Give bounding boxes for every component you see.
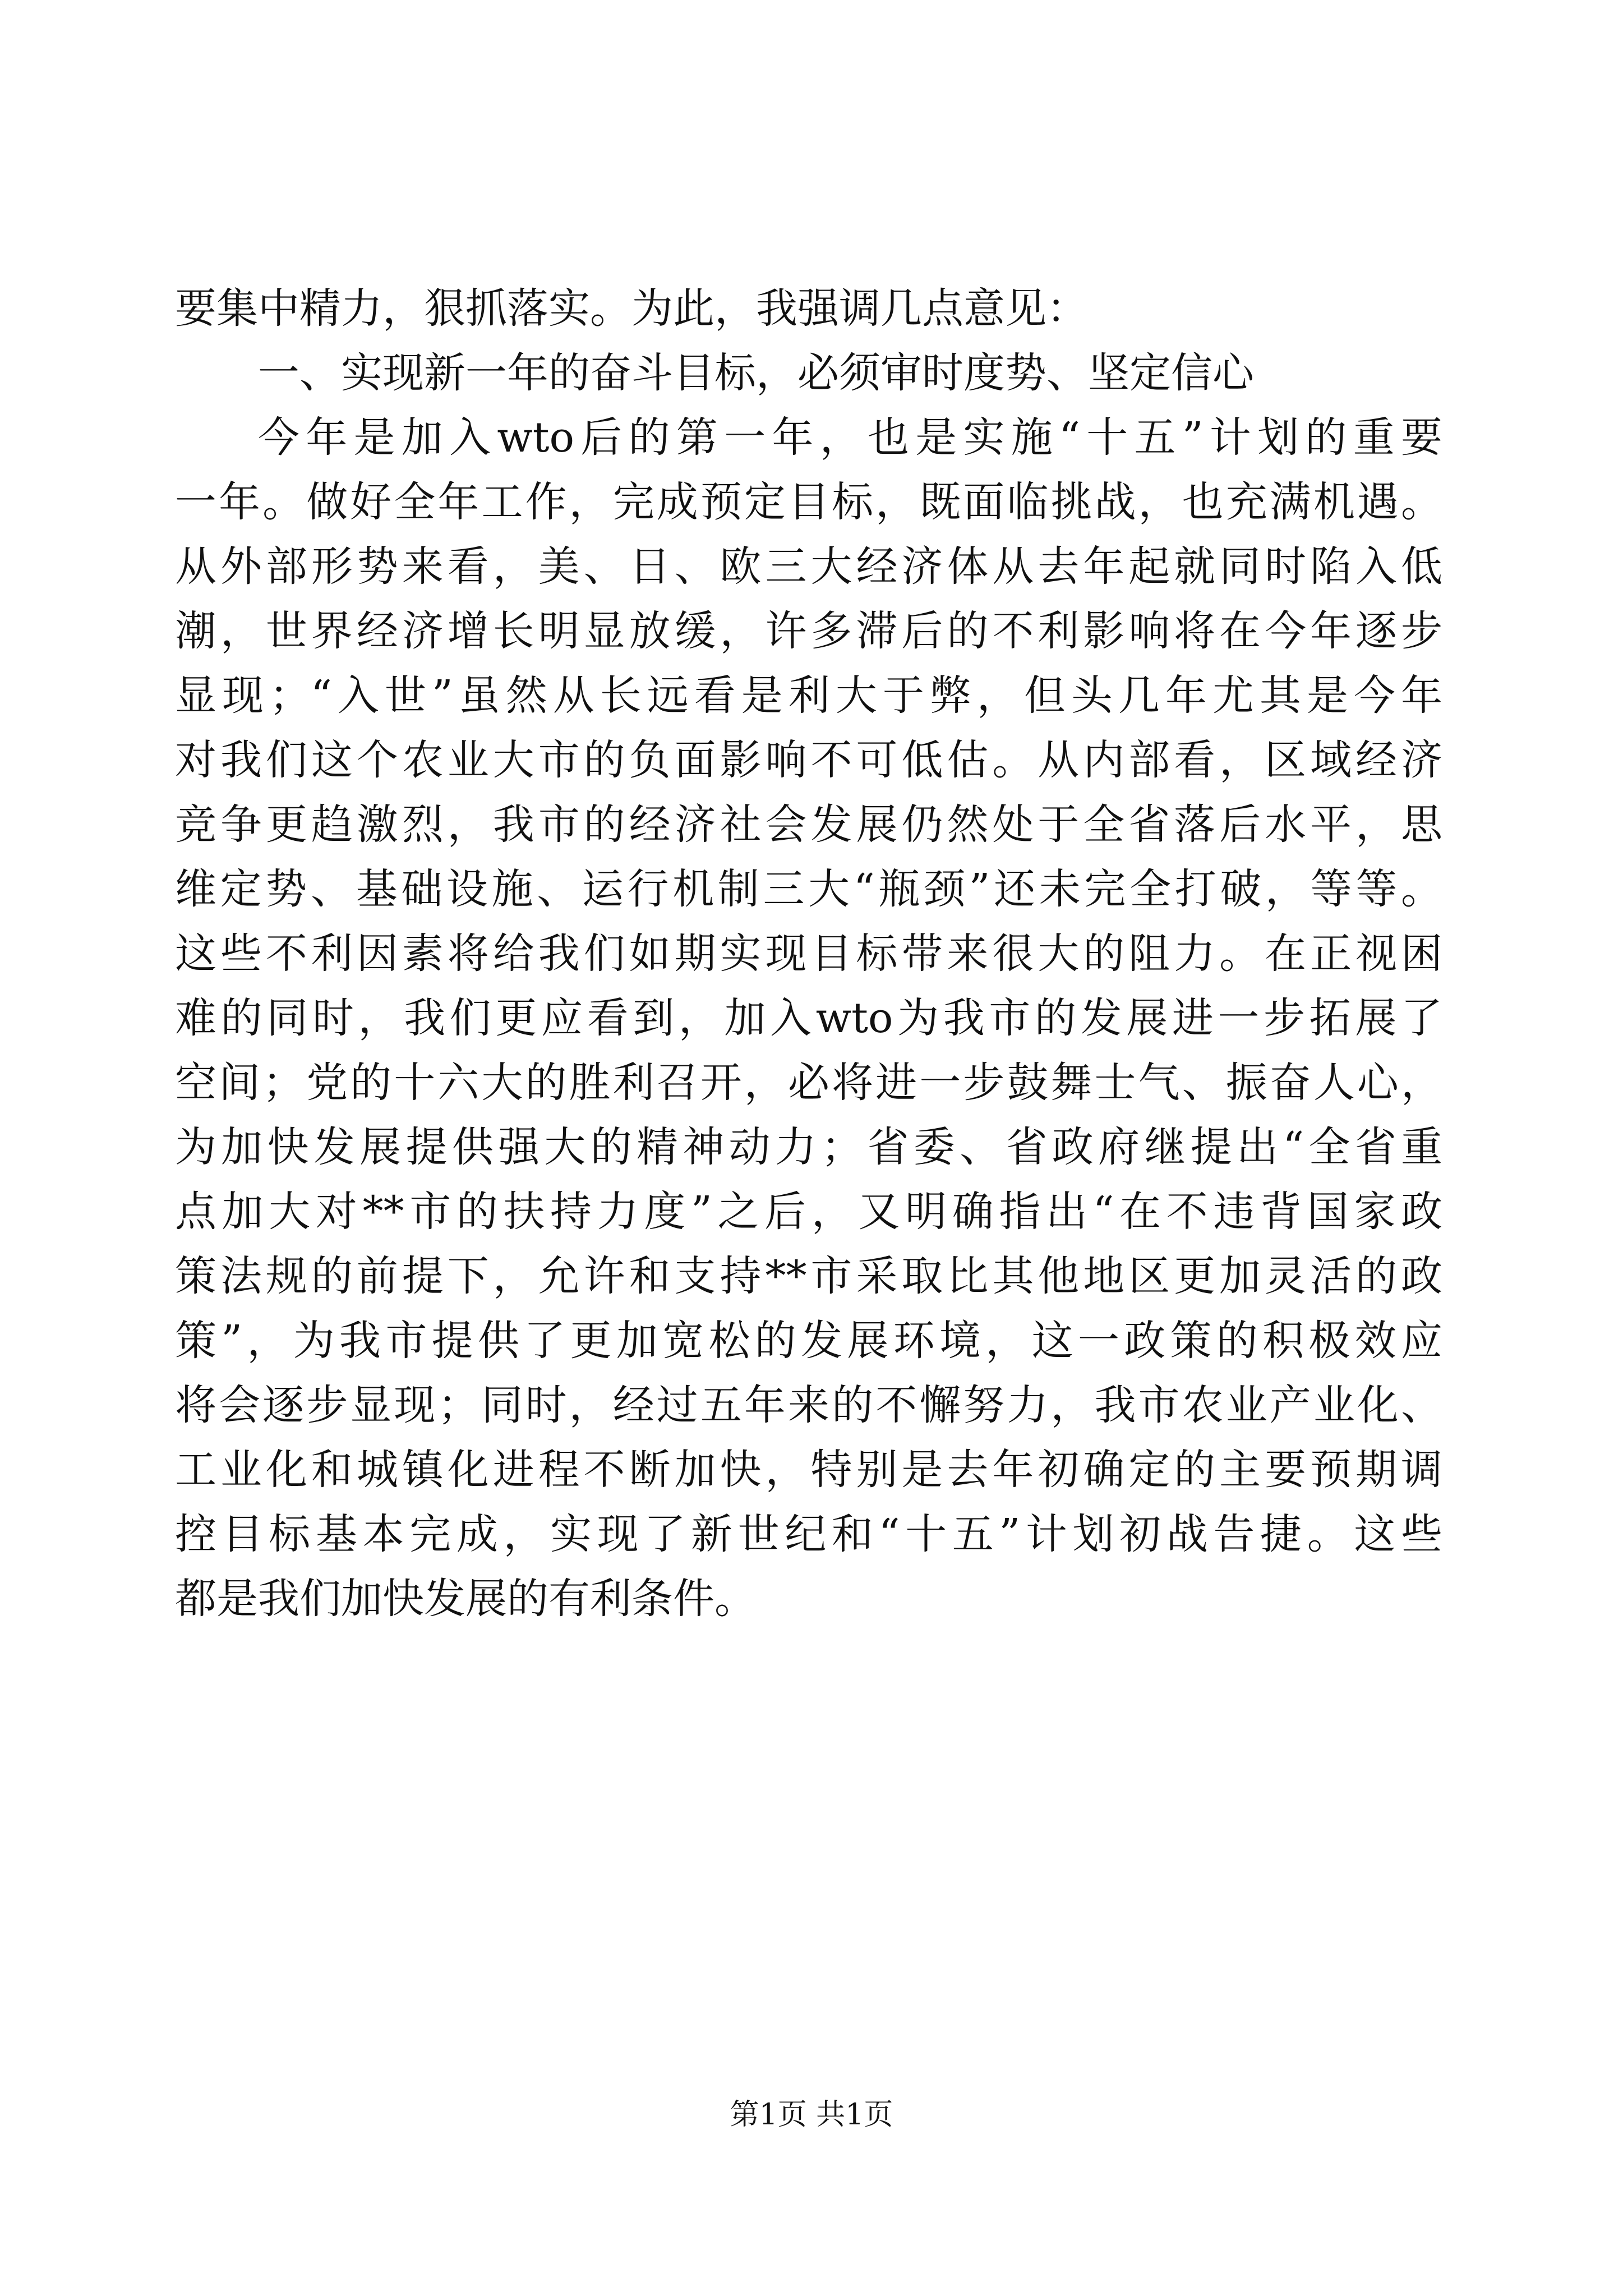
paragraph-line: 维定势、基础设施、运行机制三大“瓶颈”还未完全打破，等等。: [175, 865, 1442, 913]
paragraph-line: 都是我们加快发展的有利条件。: [175, 1575, 756, 1623]
paragraph-line: 难的同时，我们更应看到，加入wto为我市的发展进一步拓展了: [175, 994, 1442, 1042]
paragraph-line: 空间；党的十六大的胜利召开，必将进一步鼓舞士气、振奋人心，: [175, 1059, 1442, 1107]
paragraph-line: 策法规的前提下，允许和支持**市采取比其他地区更加灵活的政: [175, 1252, 1442, 1300]
paragraph-line: 这些不利因素将给我们如期实现目标带来很大的阻力。在正视困: [175, 930, 1442, 978]
paragraph-line: 将会逐步显现；同时，经过五年来的不懈努力，我市农业产业化、: [175, 1381, 1442, 1429]
page-footer: 第1页 共1页: [730, 2098, 893, 2132]
paragraph-line: 工业化和城镇化进程不断加快，特别是去年初确定的主要预期调: [175, 1446, 1442, 1494]
paragraph-line: 控目标基本完成，实现了新世纪和“十五”计划初战告捷。这些: [175, 1510, 1442, 1558]
intro-line: 要集中精力，狠抓落实。为此，我强调几点意见：: [175, 284, 1088, 333]
paragraph-line: 竞争更趋激烈，我市的经济社会发展仍然处于全省落后水平，思: [175, 800, 1442, 849]
paragraph-line: 潮，世界经济增长明显放缓，许多滞后的不利影响将在今年逐步: [175, 607, 1442, 655]
paragraph-line: 显现；“入世”虽然从长远看是利大于弊，但头几年尤其是今年: [175, 671, 1442, 720]
paragraph-line: 为加快发展提供强大的精神动力；省委、省政府继提出“全省重: [175, 1123, 1442, 1171]
paragraph-line: 对我们这个农业大市的负面影响不可低估。从内部看，区域经济: [175, 736, 1442, 784]
paragraph-line: 点加大对**市的扶持力度”之后，又明确指出“在不违背国家政: [175, 1188, 1442, 1236]
paragraph-line: 今年是加入wto后的第一年，也是实施“十五”计划的重要: [258, 413, 1442, 462]
paragraph-line: 一年。做好全年工作，完成预定目标，既面临挑战，也充满机遇。: [175, 478, 1442, 526]
paragraph-line: 策”，为我市提供了更加宽松的发展环境，这一政策的积极效应: [175, 1317, 1442, 1365]
paragraph-line: 从外部形势来看，美、日、欧三大经济体从去年起就同时陷入低: [175, 542, 1442, 591]
section-heading: 一、实现新一年的奋斗目标，必须审时度势、坚定信心: [258, 349, 1254, 397]
